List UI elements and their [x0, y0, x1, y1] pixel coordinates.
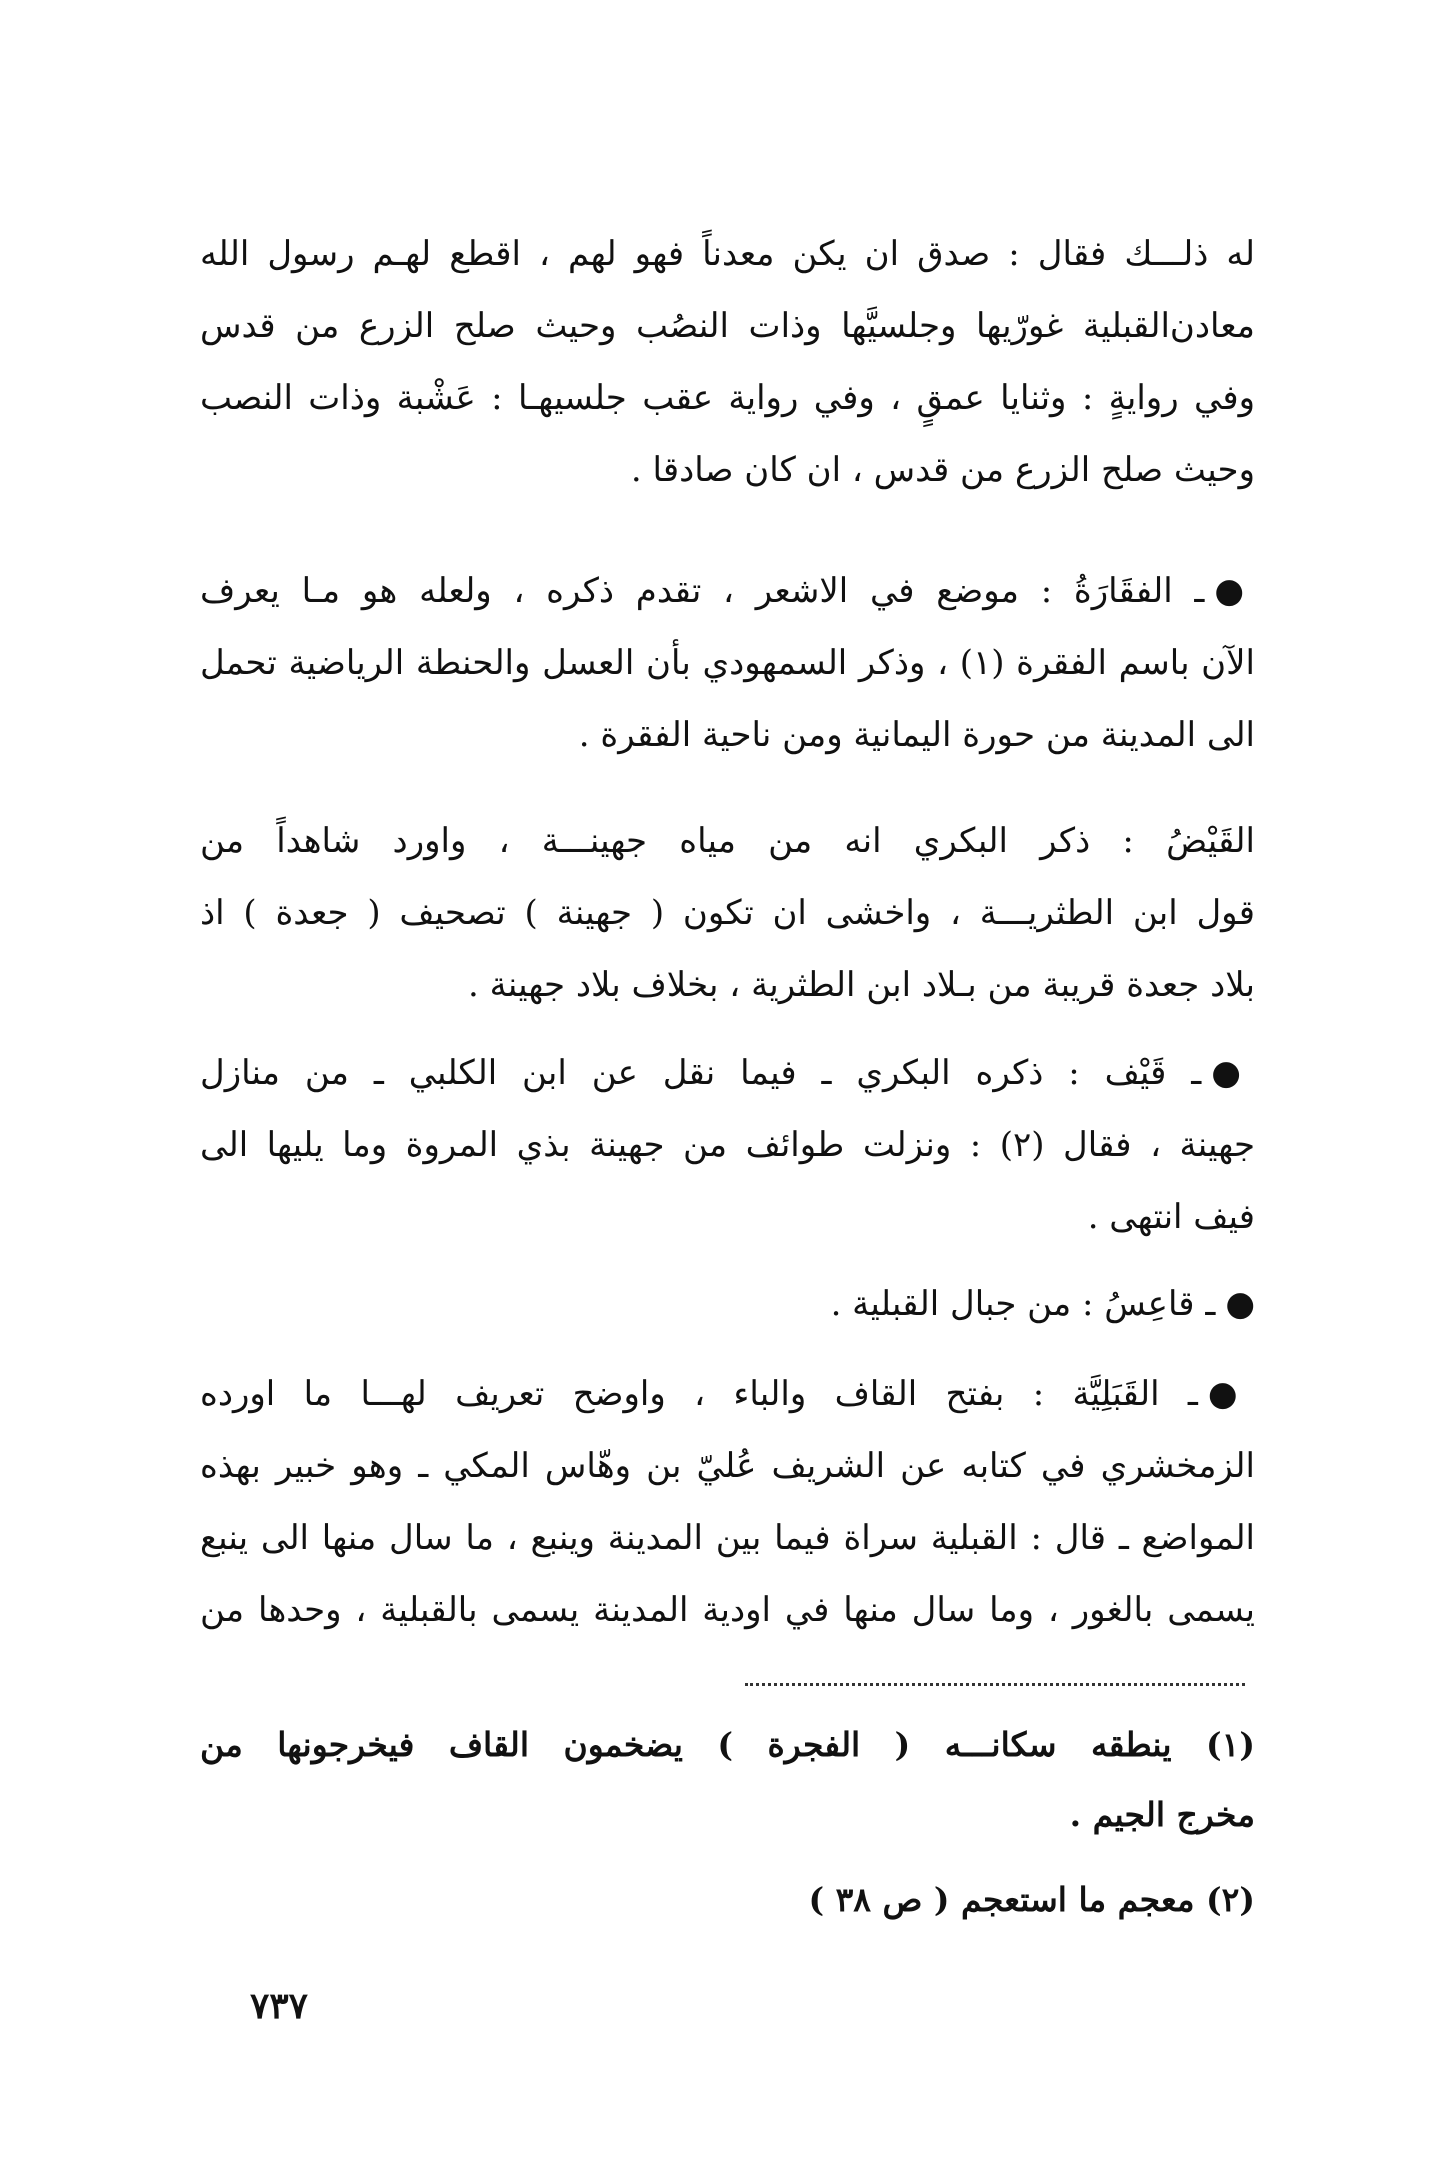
footnote-1 — [200, 1710, 1255, 1850]
page-number: ٧٣٧ — [250, 1985, 309, 2027]
entry-heading-line: القَيْضُ : ذكر البكري انه من مياه جهينـــة ، واورد شاهداً من — [200, 821, 1255, 861]
entry-alqayd — [200, 805, 1255, 1021]
text-line: معادن‌القبلية غورّيها وجلسيَّها وذات النصُب وحيث صلح الزرع من قدس — [200, 306, 1255, 346]
entry-alqabaliya — [200, 1358, 1255, 1646]
text-line: الى المدينة من حورة اليمانية ومن ناحية الفقرة . — [578, 715, 1255, 755]
entry-heading-line: ـ الفقَارَةُ : موضع في الاشعر ، تقدم ذكره ، ولعله هو مـا يعرف — [200, 571, 1205, 611]
text-line — [200, 1037, 1255, 1109]
entry-qais — [200, 1268, 1255, 1340]
bullet-icon: ● — [1214, 571, 1255, 611]
footnote-separator — [745, 1683, 1245, 1686]
entry-heading-line: ـ القَبَلِيَّة : بفتح القاف والباء ، واوضح تعريف لهـــا ما اورده — [200, 1374, 1198, 1414]
text-line: له ذلـــك فقال : صدق ان يكن معدناً فهو لهم ، اقطع لهـم رسول الله — [200, 234, 1255, 274]
text-line: جهينة ، فقال (٢) : ونزلت طوائف من جهينة بذي المروة وما يليها الى — [200, 1125, 1255, 1165]
text-line — [200, 1268, 1255, 1340]
footnote-line: (١) ينطقه سكانـــه ( الفجرة ) يضخمون القاف فيخرجونها من — [200, 1725, 1255, 1764]
entry-alfaqara — [200, 555, 1255, 771]
footnote-2 — [200, 1865, 1255, 1935]
entry-heading-line: ـ قاعِسُ : من جبال القبلية . — [830, 1284, 1216, 1324]
text-line: فيف انتهى . — [1087, 1197, 1255, 1237]
entry-qayf — [200, 1037, 1255, 1253]
text-line: الآن باسم الفقرة (١) ، وذكر السمهودي بأن العسل والحنطة الرياضية تحمل — [200, 643, 1255, 683]
text-line: بلاد جعدة قريبة من بـلاد ابن الطثرية ، بخلاف بلاد جهينة . — [467, 965, 1255, 1005]
text-line: قول ابن الطثريـــة ، واخشى ان تكون ( جهينة ) تصحيف ( جعدة ) اذ — [200, 893, 1255, 933]
paragraph-continuation — [200, 218, 1255, 506]
bullet-icon: ● — [1211, 1053, 1255, 1093]
text-line — [200, 555, 1255, 627]
text-line: وفي روايةٍ : وثنايا عمقٍ ، وفي رواية عقب جلسيهـا : عَشْبة وذات النصب — [200, 378, 1255, 418]
footnote-line: (٢) معجم ما استعجم ( ص ٣٨ ) — [808, 1880, 1255, 1919]
text-line: المواضع ـ قال : القبلية سراة فيما بين المدينة وينبع ، ما سال منها الى ينبع — [200, 1518, 1255, 1558]
text-line — [200, 1358, 1255, 1430]
text-line: وحيث صلح الزرع من قدس ، ان كان صادقا . — [630, 450, 1255, 490]
text-line: الزمخشري في كتابه عن الشريف عُليّ بن وهّاس المكي ـ وهو خبير بهذه — [200, 1446, 1255, 1486]
bullet-icon: ● — [1207, 1374, 1255, 1414]
bullet-icon: ● — [1225, 1284, 1255, 1324]
footnote-line: مخرج الجيم . — [1069, 1795, 1255, 1834]
entry-heading-line: ـ قَيْف : ذكره البكري ـ فيما نقل عن ابن الكلبي ـ من منازل — [200, 1053, 1202, 1093]
text-line: يسمى بالغور ، وما سال منها في اودية المدينة يسمى بالقبلية ، وحدها من — [200, 1590, 1255, 1630]
